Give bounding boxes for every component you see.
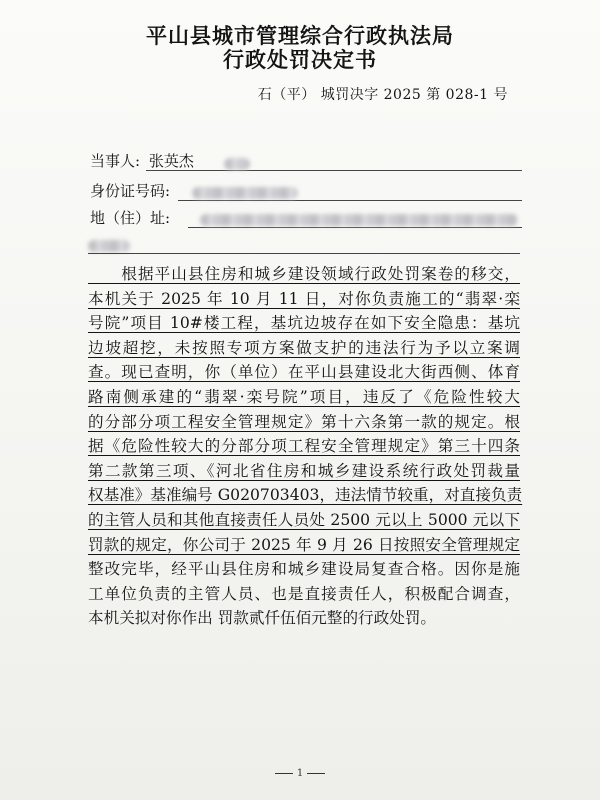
- body-line: 号院”项目 10#楼工程，基坑边坡存在如下安全隐患：基坑: [88, 314, 520, 333]
- party-name-label: 当事人:: [90, 152, 141, 170]
- redacted-address: [200, 214, 518, 226]
- address-label: 地（住）址:: [90, 209, 171, 227]
- id-number-label: 身份证号码:: [90, 182, 171, 200]
- body-line: 罚款的规定，你公司于 2025 年 9 月 26 日按照安全管理规定: [88, 535, 520, 554]
- body-line: 边坡超挖，未按照专项方案做支护的违法行为予以立案调: [88, 338, 520, 357]
- body-line: 整改完毕，经平山县住房和城乡建设局复查合格。因你是施: [88, 560, 520, 579]
- id-number-field: [90, 180, 170, 202]
- body-line: 据《危险性较大的分部分项工程安全管理规定》第三十四条: [88, 437, 520, 456]
- redacted-text: [224, 158, 250, 170]
- footer-dash-right: [307, 773, 325, 774]
- body-line: 根据平山县住房和城乡建设领域行政处罚案卷的移交，: [88, 265, 520, 283]
- body-line: 工单位负责的主管人员、也是直接责任人，积极配合调查，: [88, 584, 520, 603]
- body-line: 的主管人员和其他直接责任人员处 2500 元以上 5000 元以下: [88, 510, 520, 529]
- document-number: 石（平） 城罚决字 2025 第 028-1 号: [257, 87, 508, 103]
- body-line-final: 本机关拟对你作出 罚款贰仟伍佰元整的行政处罚。: [88, 609, 437, 628]
- redacted-id-number: [192, 187, 298, 199]
- body-line: 路南侧承建的“翡翠·栾号院”项目，违反了《危险性较大: [88, 387, 520, 406]
- body-line: 的分部分项工程安全管理规定》第十六条第一款的规定。根: [88, 412, 520, 431]
- footer-dash-left: [275, 773, 293, 774]
- party-name-field: [90, 150, 194, 172]
- redacted-address-cont: [88, 240, 130, 252]
- page-number: 1: [296, 768, 304, 779]
- body-line: 本机关于 2025 年 10 月 11 日，对你负责施工的“翡翠·栾: [88, 289, 520, 308]
- party-name-value: 张英杰: [148, 152, 194, 170]
- address-underline-2: [88, 253, 520, 254]
- party-name-underline: [146, 170, 522, 171]
- body-line: 查。现已查明，你（单位）在平山县建设北大街西侧、体育: [88, 363, 520, 382]
- body-line: 权基准》基准编号 G020703403，违法情节较重，对直接负责: [88, 486, 523, 505]
- document-title-agency: 平山县城市管理综合行政执法局: [146, 23, 454, 48]
- decision-body: [88, 262, 523, 631]
- document-title: 行政处罚决定书: [223, 47, 377, 72]
- address-field: [90, 207, 170, 229]
- page-footer: [0, 768, 600, 779]
- body-line: 第二款第三项、《河北省住房和城乡建设系统行政处罚裁量: [88, 461, 520, 480]
- address-underline: [188, 227, 522, 228]
- id-number-underline: [178, 200, 522, 201]
